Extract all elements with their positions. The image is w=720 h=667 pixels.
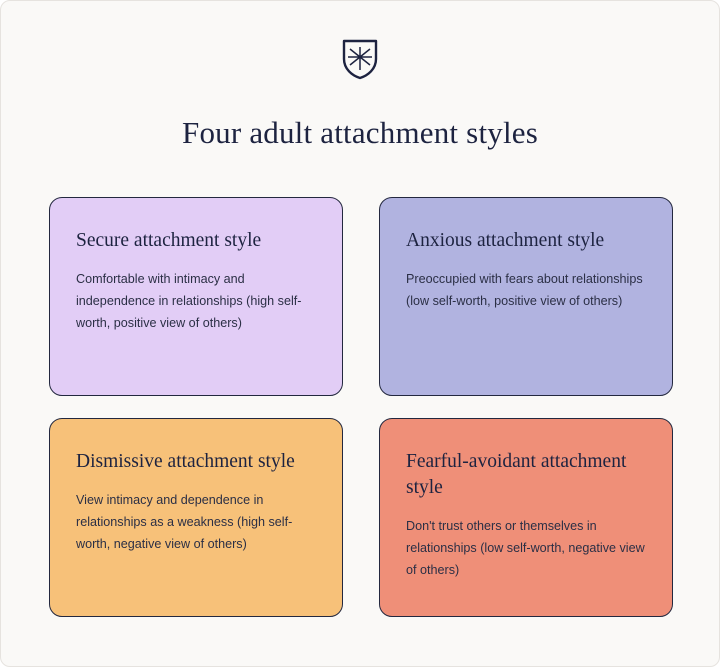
page-title: Four adult attachment styles [182,115,538,150]
card-description: Comfortable with intimacy and independence in relationships (high self-worth, positive view of others) [76,272,302,330]
card-secure-attachment-style [49,197,343,396]
card-description: View intimacy and dependence in relationships as a weakness (high self-worth, negative view of others) [76,493,293,551]
logo-container [1,37,719,81]
shield-crosshatch-icon [340,37,380,81]
card-title: Secure attachment style [76,230,262,251]
card-description: Don't trust others or themselves in relationships (low self-worth, negative view of others) [406,519,645,577]
card-description: Preoccupied with fears about relationships (low self-worth, positive view of others) [406,272,643,308]
cards-grid [49,197,673,617]
card-dismissive-attachment-style [49,418,343,617]
card-title: Anxious attachment style [406,230,605,251]
card-fearful-avoidant-attachment-style [379,418,673,617]
card-anxious-attachment-style [379,197,673,396]
card-title: Fearful-avoidant attachment style [406,451,627,498]
card-title: Dismissive attachment style [76,451,295,472]
